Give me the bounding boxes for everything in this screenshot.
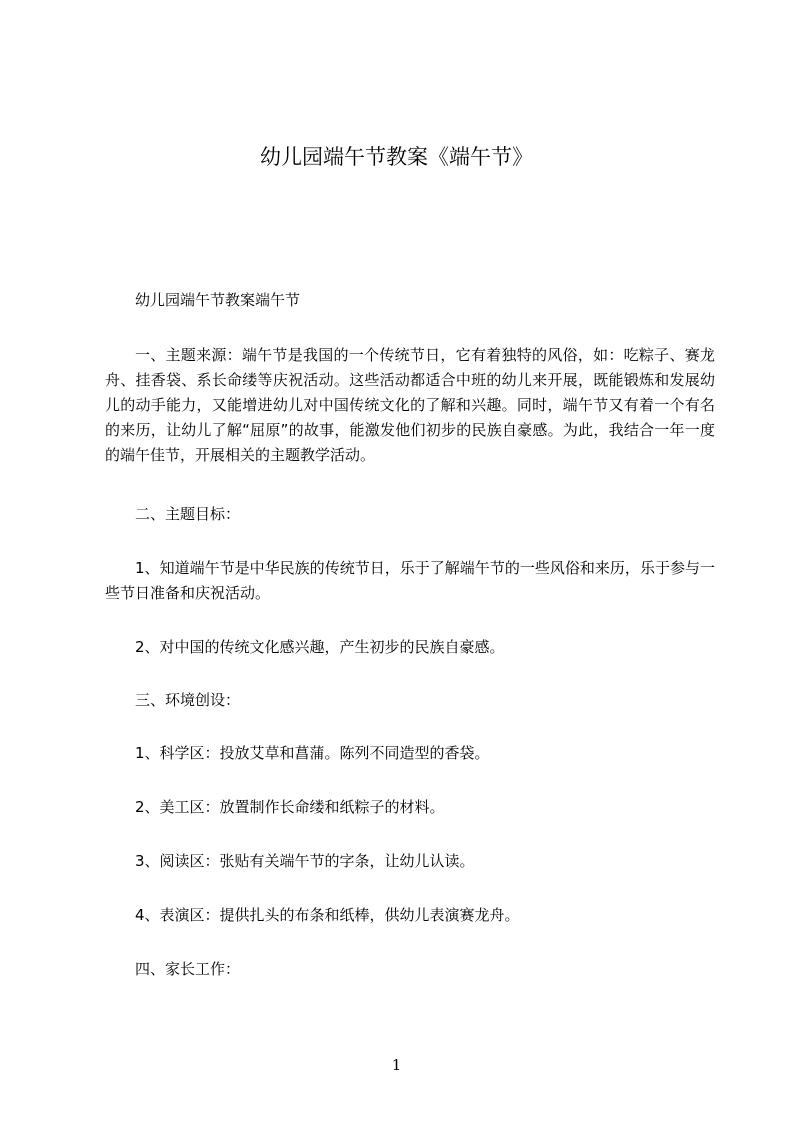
performance-area-paragraph: 4、表演区：提供扎头的布条和纸棒，供幼儿表演赛龙舟。	[135, 906, 520, 924]
reading-area-paragraph: 3、阅读区：张贴有关端午节的字条，让幼儿认读。	[135, 852, 475, 870]
goal-1-paragraph: 1、知道端午节是中华民族的传统节日，乐于了解端午节的一些风俗和来历，乐于参与一些节日准备和庆祝活动。	[105, 559, 715, 602]
subtitle-paragraph: 幼儿园端午节教案端午节	[135, 291, 301, 309]
theme-source-paragraph: 一、主题来源：端午节是我国的一个传统节日，它有着独特的风俗，如：吃粽子、赛龙舟、挂香袋、系长命缕等庆祝活动。这些活动都适合中班的幼儿来开展，既能锻炼和发展幼儿的动手能力，又能增进幼儿对中国传统文化的了解和兴趣。同时，端午节又有着一个有名的来历，让幼儿了解“屈原”的故事，能激发他们初步的民族自豪感。为此，我结合一年一度的端午佳节，开展相关的主题教学活动。	[105, 346, 715, 464]
document-title: 幼儿园端午节教案《端午节》	[260, 145, 533, 169]
goal-2-paragraph: 2、对中国的传统文化感兴趣，产生初步的民族自豪感。	[135, 638, 505, 656]
theme-goals-heading: 二、主题目标：	[135, 505, 241, 523]
science-area-paragraph: 1、科学区：投放艾草和菖蒲。陈列不同造型的香袋。	[135, 744, 490, 762]
environment-heading: 三、环境创设：	[135, 691, 241, 709]
parent-work-heading: 四、家长工作：	[135, 960, 241, 978]
page-number: 1	[391, 1056, 402, 1074]
art-area-paragraph: 2、美工区：放置制作长命缕和纸粽子的材料。	[135, 798, 445, 816]
